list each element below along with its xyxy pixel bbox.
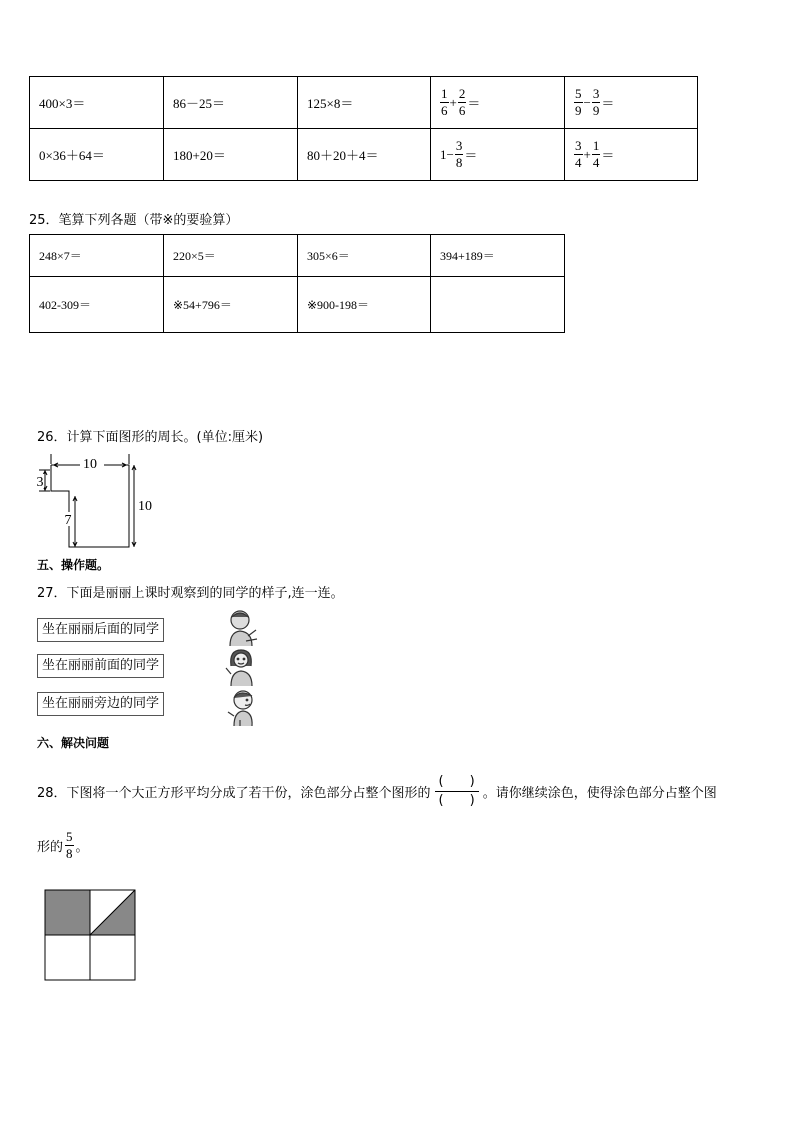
calc-cell: 305×6＝ <box>298 235 431 277</box>
calc-cell <box>431 277 565 333</box>
fraction-calc-cell: $\frac{1}{6}$ + $\frac{2}{6}$ ＝ <box>431 77 565 129</box>
calc-cell: 402-309＝ <box>30 277 164 333</box>
fraction: $\frac{3}{4}$ <box>575 138 582 170</box>
question-28-line-2 <box>37 830 89 861</box>
fraction-calc-cell: $\frac{5}{9}$ − $\frac{3}{9}$ ＝ <box>565 77 698 129</box>
shaded-top-left-square[interactable] <box>45 890 90 935</box>
left-small-length-label: 3 <box>36 475 44 490</box>
calc-cell: 394+189＝ <box>431 235 565 277</box>
left-big-length-label: 7 <box>64 513 72 528</box>
divided-square-figure[interactable] <box>44 889 138 983</box>
calc-cell: 86－25＝ <box>164 77 298 129</box>
option-back-student[interactable]: 坐在丽丽后面的同学 <box>37 618 164 642</box>
calc-cell: 248×7＝ <box>30 235 164 277</box>
calc-cell: 400×3＝ <box>30 77 164 129</box>
answer-blank-denominator[interactable]: ( ) <box>435 791 479 808</box>
answer-blank-numerator[interactable]: ( ) <box>438 774 475 789</box>
calc-cell: 125×8＝ <box>298 77 431 129</box>
l-shape-outline <box>51 465 129 547</box>
l-shape-figure <box>30 452 160 552</box>
fraction: $\frac{1}{6}$ <box>441 86 448 118</box>
target-fraction: $\frac{5}{8}$ <box>66 829 73 861</box>
calc-table-1 <box>29 76 698 181</box>
calc-cell: 220×5＝ <box>164 235 298 277</box>
child-front-view-icon[interactable] <box>225 646 261 688</box>
child-back-view-icon[interactable] <box>224 608 260 648</box>
child-side-view-icon[interactable] <box>226 688 260 728</box>
top-length-label: 10 <box>83 457 97 472</box>
fraction: $\frac{2}{6}$ <box>458 86 466 118</box>
fraction: $\frac{3}{9}$ <box>592 86 600 118</box>
section-6-title: 六、解决问题 <box>37 736 110 750</box>
fraction: $\frac{5}{9}$ <box>575 86 582 118</box>
question-28-text-after: 。请你继续涂色，使得涂色部分占整个图 <box>482 786 717 801</box>
fraction: $\frac{1}{4}$ <box>592 138 600 170</box>
calc-cell: ※54+796＝ <box>164 277 298 333</box>
calc-cell: ※900-198＝ <box>298 277 431 333</box>
right-length-label: 10 <box>138 499 152 514</box>
calc-cell: 80＋20＋4＝ <box>298 129 431 181</box>
question-28-text-2: 形的 <box>37 840 64 855</box>
question-25-title: 25．笔算下列各题（带※的要验算） <box>29 213 239 228</box>
question-28-period: 。 <box>75 840 89 855</box>
question-28-line-1 <box>37 775 717 808</box>
question-28-text: 28．下图将一个大正方形平均分成了若干份，涂色部分占整个图形的 <box>37 786 431 801</box>
fraction: $\frac{3}{8}$ <box>455 138 463 170</box>
question-26-title: 26．计算下面图形的周长。(单位:厘米) <box>37 430 264 445</box>
option-front-student[interactable]: 坐在丽丽前面的同学 <box>37 654 164 678</box>
fraction-calc-cell: $\frac{3}{4}$ + $\frac{1}{4}$ ＝ <box>565 129 698 181</box>
option-side-student[interactable]: 坐在丽丽旁边的同学 <box>37 692 164 716</box>
fraction-calc-cell: 1− $\frac{3}{8}$ ＝ <box>431 129 565 181</box>
question-27-title: 27．下面是丽丽上课时观察到的同学的样子,连一连。 <box>37 586 344 601</box>
calc-table-2 <box>29 234 565 333</box>
calc-cell: 180+20＝ <box>164 129 298 181</box>
section-5-title: 五、操作题。 <box>37 558 110 572</box>
calc-cell: 0×36＋64＝ <box>30 129 164 181</box>
answer-blank-fraction[interactable] <box>435 775 479 808</box>
